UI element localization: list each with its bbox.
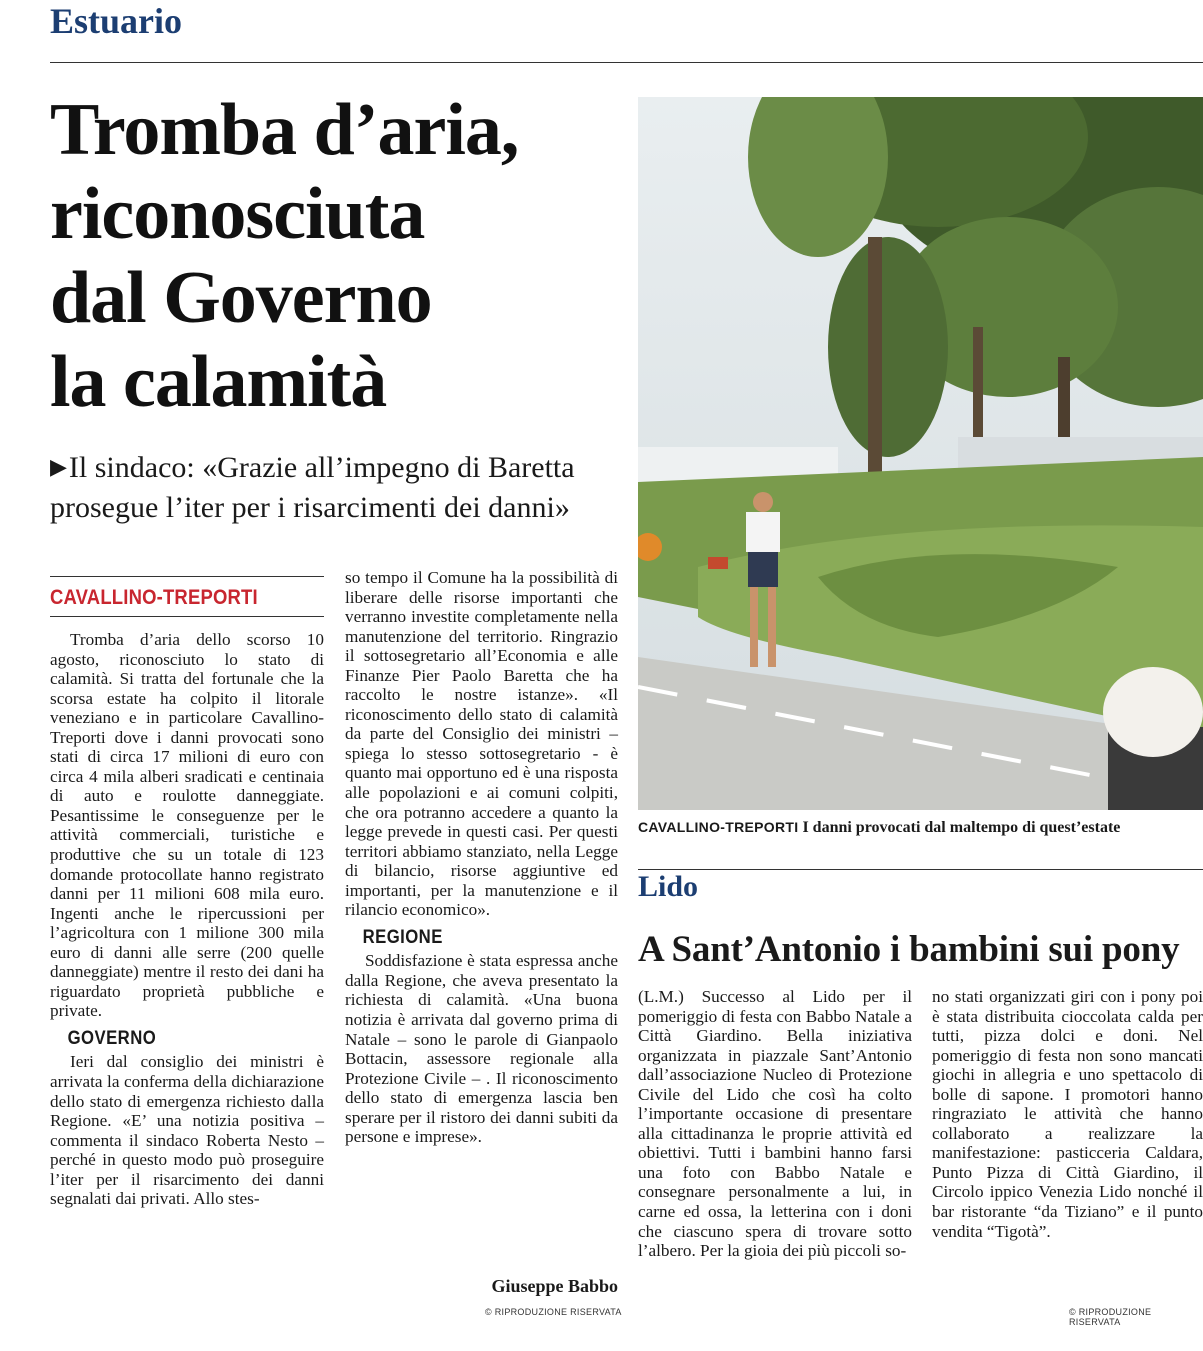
subhead-line: Il sindaco: «Grazie all’impegno di Baretta [68, 451, 575, 484]
caption-text: I danni provocati dal maltempo di quest’estate [802, 819, 1121, 836]
article-subtitle: REGIONE [362, 926, 443, 948]
lido-paragraph: (L.M.) Successo al Lido per il pomeriggio di festa con Babbo Natale a Città Giardino. Bella iniziativa organizzata in piazzale Sant’Antonio dall’associazione Nucleo di Protezione Civile del Lido che così ha colto l’importante occasione di presentare alla cittadinanza le proprie attività ed obiettivi. Tutti i bambini hanno farsi una foto con Babbo Natale e consegnare personalmente a lui, in carne ed ossa, la letterina con i doni che ciascuno spera di trovare sotto l’albero. Per la gioia dei più piccoli so- [638, 987, 912, 1261]
kicker-rule-top [50, 576, 324, 577]
article-subtitle: GOVERNO [67, 1027, 157, 1049]
lido-copyright-notice: © RIPRODUZIONE RISERVATA [1069, 1307, 1152, 1327]
headline-line: Tromba d’aria, [50, 89, 519, 171]
lido-column-1 [638, 987, 912, 1261]
photo-illustration [638, 97, 1203, 810]
headline [50, 88, 630, 424]
kicker-rule-bottom [50, 616, 324, 617]
lido-paragraph: no stati organizzati giri con i pony poi è stata distribuita cioccolata calda per tutti, pizza dolci e doni. Nel pomeriggio di festa non sono mancati giochi in allegria e uno spettacolo di bolle di sapone. I promotori hanno ringraziato le attività che hanno collaborato a realizzare la manifestazione: pasticceria Caldara, Punto Pizza di Città Giardino, il Circolo ippico Venezia Lido nonché il bar ristorante “da Tiziano” e il punto vendita “Tigotà”. [932, 987, 1203, 1241]
subhead-line: prosegue l’iter per i risarcimenti dei danni» [50, 491, 570, 524]
news-photo [638, 97, 1203, 810]
photo-caption [638, 819, 1203, 837]
copyright-notice: © RIPRODUZIONE RISERVATA [485, 1307, 622, 1317]
section-rule [50, 62, 1203, 63]
headline-line: la calamità [50, 341, 387, 423]
byline: Giuseppe Babbo [491, 1276, 618, 1296]
section-heading: Estuario [50, 1, 183, 41]
triangle-marker-icon: ▶ [50, 454, 67, 479]
lido-rule [638, 869, 1203, 870]
article-column-1 [50, 630, 324, 1209]
article-kicker: CAVALLINO-TREPORTI [50, 586, 258, 609]
lido-section-heading: Lido [638, 870, 699, 903]
caption-kicker: CAVALLINO-TREPORTI [638, 819, 799, 835]
article-column-2 [345, 568, 618, 1147]
article-paragraph: so tempo il Comune ha la possibilità di liberare delle risorse importanti che verranno investite completamente nella manutenzione del territorio. Ringrazio il sottosegretario all’Economia e alle Finanze Pier Paolo Baretta che ha raccolto le nostre istanze». «Il riconoscimento dello stato di calamità da parte del Consiglio dei ministri – spiega lo stesso sottosegretario - è quanto mai opportuno ed è una risposta alle popolazioni e ai comuni colpiti, che ora potranno accedere a quanto la legge prevede in questi casi. Per questi territori abbiamo stanziato, nella Legge di bilancio, risorse aggiuntive ed importanti, per la manutenzione e il rilancio economico». [345, 568, 618, 920]
headline-line: riconosciuta [50, 173, 425, 255]
article-paragraph: Tromba d’aria dello scorso 10 agosto, riconosciuto lo stato di calamità. Si tratta del fortunale che la scorsa estate ha colpito il litorale veneziano e in particolare Cavallino-Treporti dove i danni provocati sono stati di circa 17 milioni di euro con circa 4 mila alberi sradicati e centinaia di auto e roulotte danneggiate. Pesantissime le conseguenze per le attività commerciali, turistiche e produttive che su un totale di 123 domande protocollate hanno registrato danni per 11 milioni 608 mila euro. Ingenti anche le ripercussioni per l’agricoltura con 1 milione 300 mila euro di danni alle serre (200 quelle danneggiate) mentre il resto dei dani ha riguardato proprietà pubbliche e private. [50, 630, 324, 1021]
lido-column-2 [932, 987, 1203, 1241]
headline-line: dal Governo [50, 257, 432, 339]
article-paragraph: Ieri dal consiglio dei ministri è arrivata la conferma della dichiarazione dello stato di emergenza richiesto dalla Regione. «E’ una notizia positiva – commenta il sindaco Roberta Nesto – perché in questo modo può proseguire l’iter per il risarcimento dei danni segnalati dai privati. Allo stes- [50, 1052, 324, 1209]
subheadline [50, 447, 630, 528]
article-paragraph: Soddisfazione è stata espressa anche dalla Regione, che aveva presentato la richiesta di calamità. «Una buona notizia è arrivata dal governo prima di Natale – sono le parole di Gianpaolo Bottacin, assessore regionale alla Protezione Civile – . Il riconoscimento dello stato di emergenza lascia ben sperare per il ristoro dei danni subiti da persone e imprese». [345, 951, 618, 1147]
lido-headline: A Sant’Antonio i bambini sui pony [638, 929, 1180, 970]
